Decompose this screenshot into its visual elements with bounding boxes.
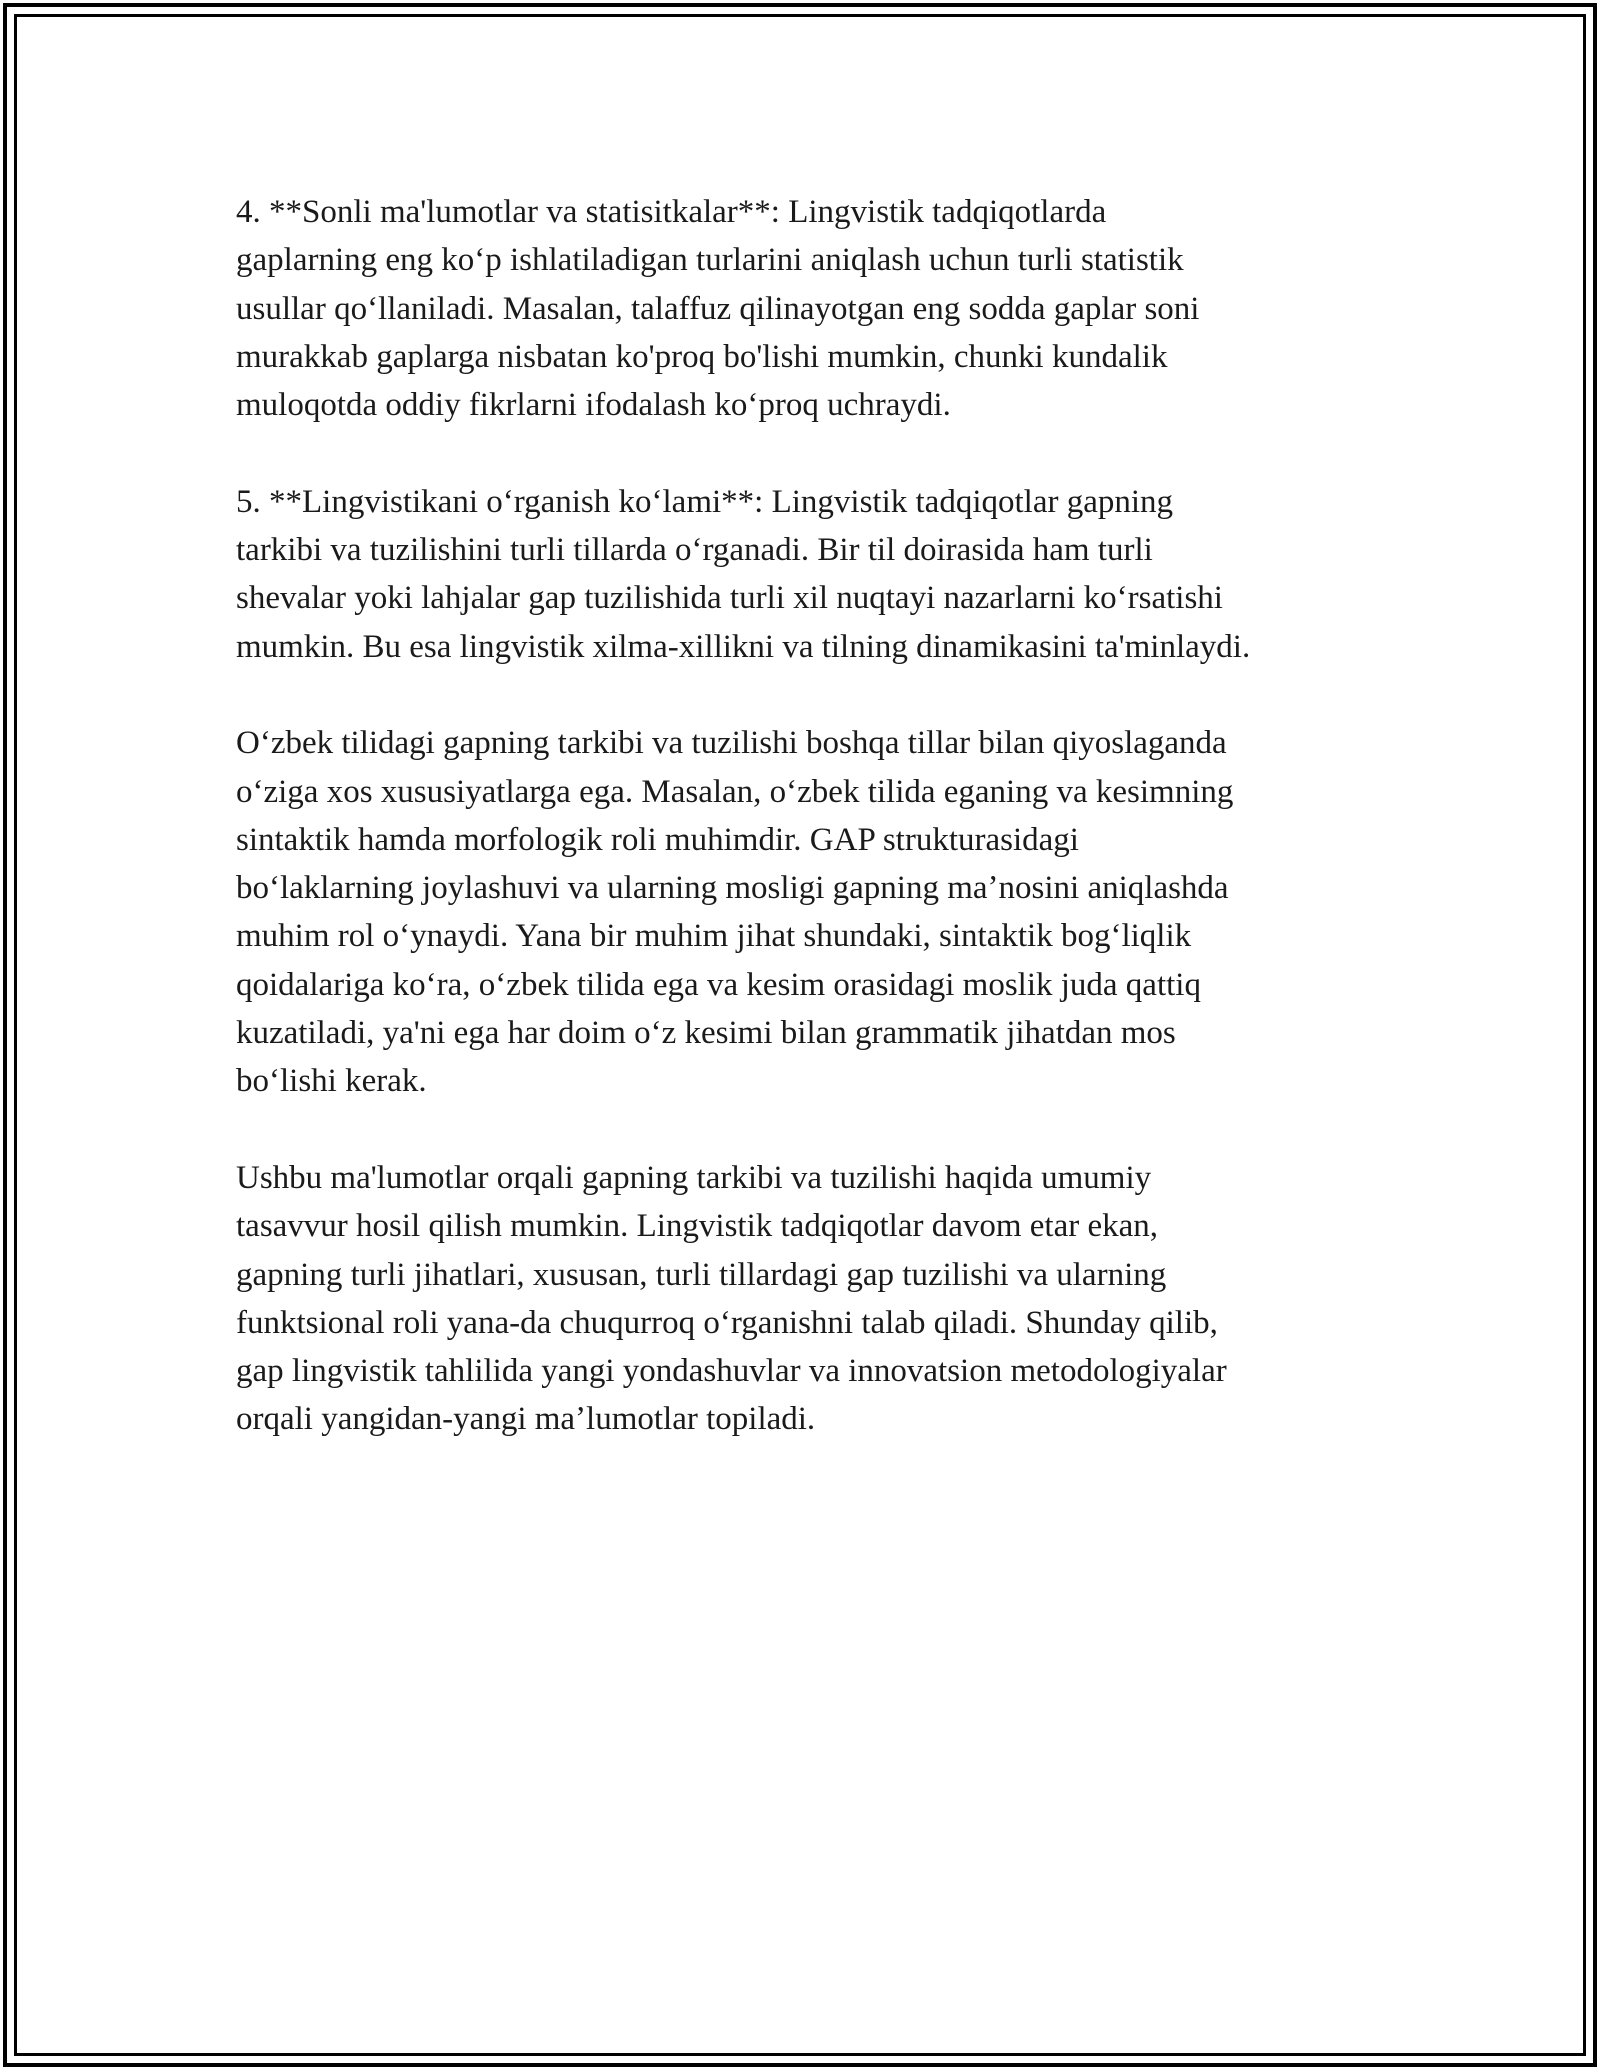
paragraph-conclusion: Ushbu ma'lumotlar orqali gapning tarkibi va tuzilishi haqida umumiy tasavvur hosil qilish mumkin. Lingvistik tadqiqotlar davom etar ekan, gapning turli jihatlari, xususan, turli tillardagi gap tuzilishi va ularning funktsional roli yana-da chuqurroq oʻrganishni talab qiladi. Shunday qilib, gap lingvistik tahlilida yangi yondashuvlar va innovatsion metodologiyalar orqali yangidan-yangi maʼlumotlar topiladi. bbox=[236, 1159, 1227, 1438]
paragraph-uzbek-sentence-structure: Oʻzbek tilidagi gapning tarkibi va tuzilishi boshqa tillar bilan qiyoslaganda oʻziga xos xususiyatlarga ega. Masalan, oʻzbek tilida eganing va kesimning sintaktik hamda morfologik roli muhimdir. GAP strukturasidagi boʻlaklarning joylashuvi va ularning mosligi gapning maʼnosini aniqlashda muhim rol oʻynaydi. Yana bir muhim jihat shundaki, sintaktik bogʻliqlik qoidalariga koʻra, oʻzbek tilida ega va kesim orasidagi moslik juda qattiq kuzatiladi, ya'ni ega har doim oʻz kesimi bilan grammatik jihatdan mos boʻlishi kerak. bbox=[236, 725, 1234, 1100]
document-body bbox=[236, 188, 1386, 1444]
paragraph-linguistic-scope: 5. **Lingvistikani oʻrganish koʻlami**: Lingvistik tadqiqotlar gapning tarkibi va tuzilishini turli tillarda oʻrganadi. Bir til doirasida ham turli shevalar yoki lahjalar gap tuzilishida turli xil nuqtayi nazarlarni koʻrsatishi mumkin. Bu esa lingvistik xilma-xillikni va tilning dinamikasini ta'minlaydi. bbox=[236, 483, 1251, 665]
paragraph-statistics: 4. **Sonli ma'lumotlar va statisitkalar**: Lingvistik tadqiqotlarda gaplarning eng koʻp ishlatiladigan turlarini aniqlash uchun turli statistik usullar qoʻllaniladi. Masalan, talaffuz qilinayotgan eng sodda gaplar soni murakkab gaplarga nisbatan ko'proq bo'lishi mumkin, chunki kundalik muloqotda oddiy fikrlarni ifodalash koʻproq uchraydi. bbox=[236, 194, 1200, 424]
